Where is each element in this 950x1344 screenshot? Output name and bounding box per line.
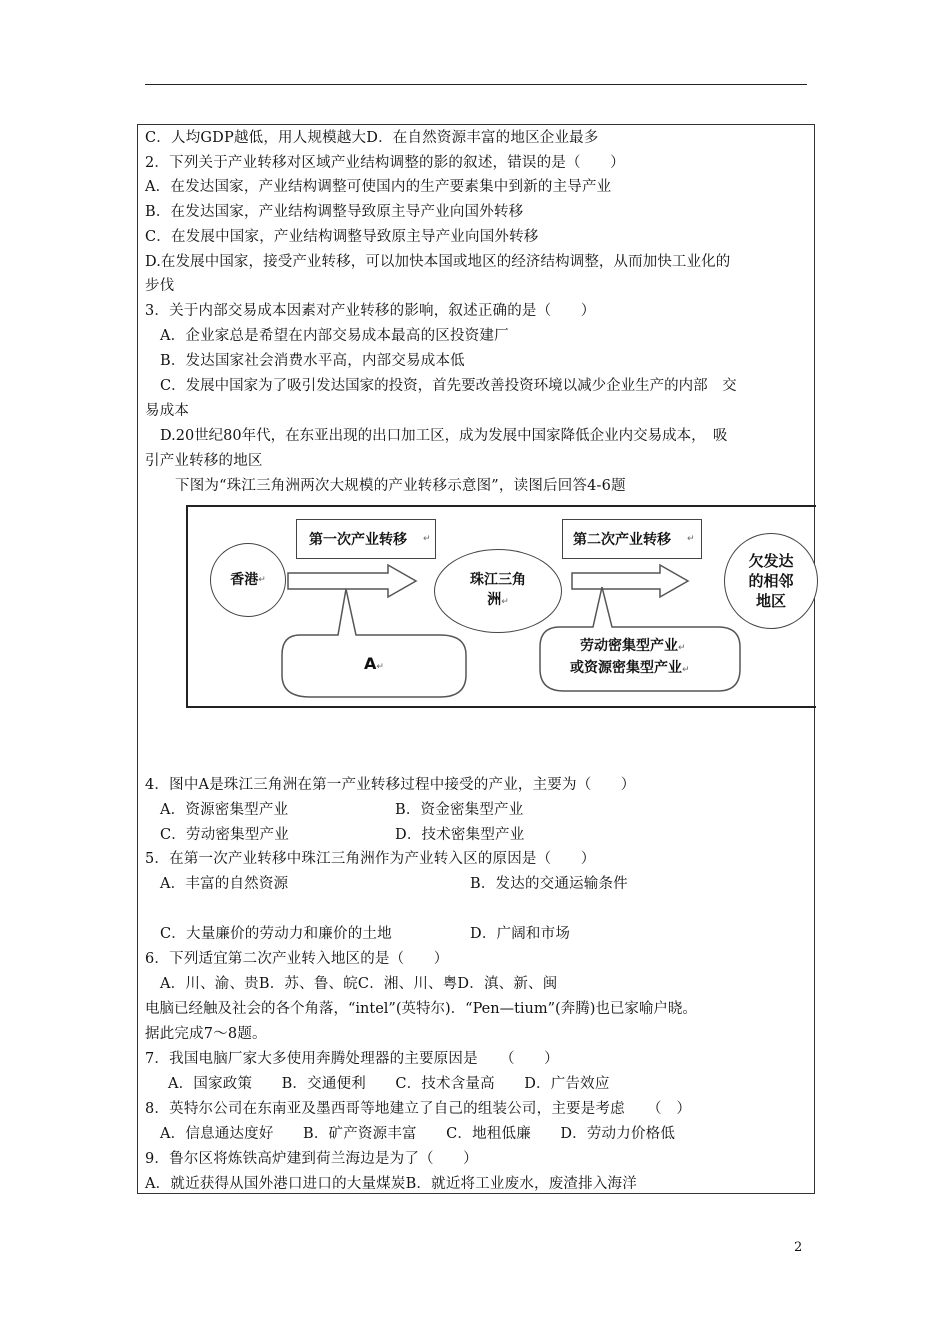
figure-intro: 下图为“珠江三角洲两次大规模的产业转移示意图”，读图后回答4-6题 [175, 478, 626, 494]
callout-a-label [364, 654, 384, 673]
less-developed-circle [724, 533, 818, 629]
return-mark: ↵ [687, 534, 695, 544]
option: A．川、渝、贵B．苏、鲁、皖C．湘、川、粤D．滇、新、闽 [160, 976, 558, 992]
less-dev-label-2: 的相邻 [748, 572, 794, 590]
hongkong-circle [210, 543, 286, 617]
return-mark: ↵ [682, 665, 690, 675]
question-4: 4．图中A是珠江三角洲在第一产业转移过程中接受的产业，主要为（ ） [145, 777, 636, 793]
question-8: 8．英特尔公司在东南亚及墨西哥等地建立了自己的组装公司，主要是考虑 （ ） [145, 1101, 692, 1117]
option-cont: 引产业转移的地区 [145, 453, 263, 469]
option: C．劳动密集型产业 [160, 827, 289, 843]
option: C．发展中国家为了吸引发达国家的投资，首先要改善投资环境以减少企业生产的内部 交 [160, 378, 737, 394]
first-transfer-label: 第一次产业转移 [309, 532, 407, 548]
return-mark: ↵ [678, 643, 686, 653]
arrow-right-icon [572, 565, 688, 597]
first-transfer-box [296, 519, 436, 559]
option: B．发达国家社会消费水平高，内部交易成本低 [160, 353, 465, 369]
option: A．企业家总是希望在内部交易成本最高的区投资建厂 [160, 328, 509, 344]
option: D.在发展中国家，接受产业转移，可以加快本国或地区的经济结构调整，从而加快工业化的 [145, 254, 731, 270]
question-9: 9．鲁尔区将炼铁高炉建到荷兰海边是为了（ ） [145, 1151, 478, 1167]
option: B．在发达国家，产业结构调整导致原主导产业向国外转移 [145, 204, 524, 220]
option: D．技术密集型产业 [395, 827, 525, 843]
arrow-right-icon [288, 565, 416, 597]
option: B．资金密集型产业 [395, 802, 524, 818]
less-dev-label-3: 地区 [755, 592, 786, 610]
hongkong-label: 香港 [230, 572, 259, 588]
header-rule [145, 84, 807, 85]
option: A．资源密集型产业 [160, 802, 289, 818]
return-mark: ↵ [258, 575, 266, 585]
question-3: 3．关于内部交易成本因素对产业转移的影响，叙述正确的是（ ） [145, 303, 596, 319]
less-dev-label-1: 欠发达 [748, 552, 794, 570]
option: A．国家政策 B．交通便利 C．技术含量高 D．广告效应 [168, 1076, 610, 1092]
page-number: 2 [794, 1240, 803, 1255]
option: A．在发达国家，产业结构调整可使国内的生产要素集中到新的主导产业 [145, 179, 612, 195]
line: C．人均GDP越低，用人规模越大D．在自然资源丰富的地区企业最多 [145, 130, 599, 146]
return-mark: ↵ [501, 597, 509, 607]
passage: 电脑已经触及社会的各个角落，“intel”(英特尔)．“Pen—tium”(奔腾)也已家喻户晓。 [145, 1001, 697, 1017]
prd-label-1: 珠江三角 [470, 572, 526, 588]
second-transfer-box [562, 519, 702, 559]
prd-circle [434, 549, 562, 633]
option: C．在发展中国家，产业结构调整导致原主导产业向国外转移 [145, 229, 539, 245]
label-a: A [364, 654, 377, 673]
question-7: 7．我国电脑厂家大多使用奔腾处理器的主要原因是 （ ） [145, 1051, 559, 1067]
question-5: 5．在第一次产业转移中珠江三角洲作为产业转入区的原因是（ ） [145, 851, 596, 867]
return-mark: ↵ [423, 534, 431, 544]
labor-text-2: 或资源密集型产业 [570, 660, 682, 676]
option-cont: 步伐 [145, 278, 175, 294]
passage: 据此完成7～8题。 [145, 1026, 267, 1042]
question-6: 6．下列适宜第二次产业转入地区的是（ ） [145, 951, 449, 967]
prd-label-2: 洲 [487, 592, 502, 608]
second-transfer-label: 第二次产业转移 [573, 532, 671, 548]
option: B．发达的交通运输条件 [470, 876, 628, 892]
labor-label-2 [570, 657, 690, 681]
industry-transfer-diagram [186, 505, 816, 708]
question-2: 2．下列关于产业转移对区域产业结构调整的影的叙述，错误的是（ ） [145, 155, 625, 171]
option: D．广阔和市场 [470, 926, 571, 942]
option: A．信息通达度好 B．矿产资源丰富 C．地租低廉 D．劳动力价格低 [160, 1126, 676, 1142]
option-cont: 易成本 [145, 403, 190, 419]
labor-label-1 [580, 635, 686, 659]
labor-text-1: 劳动密集型产业 [580, 638, 678, 654]
option: C．大量廉价的劳动力和廉价的土地 [160, 926, 392, 942]
option: A．就近获得从国外港口进口的大量煤炭B．就近将工业废水，废渣排入海洋 [145, 1176, 637, 1192]
return-mark: ↵ [376, 662, 384, 672]
option: A．丰富的自然资源 [160, 876, 289, 892]
option: D.20世纪80年代，在东亚出现的出口加工区，成为发展中国家降低企业内交易成本， 吸 [160, 428, 728, 444]
